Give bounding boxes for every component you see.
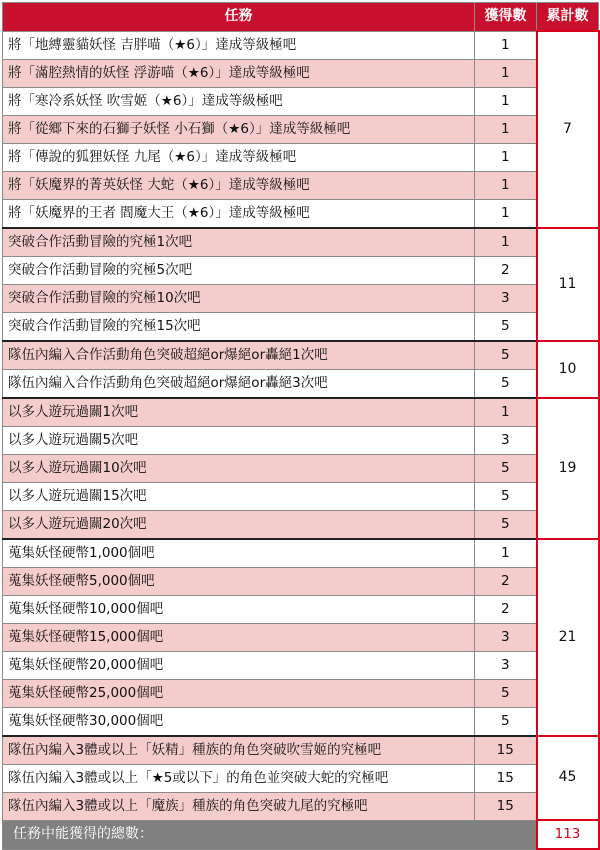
mission-points: 5 — [475, 454, 537, 482]
group-cumulative: 10 — [537, 341, 599, 398]
mission-points: 1 — [475, 87, 537, 115]
header-task: 任務 — [3, 3, 475, 32]
table-row — [3, 171, 599, 199]
mission-points: 1 — [475, 171, 537, 199]
table-row — [3, 426, 599, 454]
missions-table — [2, 2, 600, 850]
mission-task: 將「傳說的狐狸妖怪 九尾（★6）」達成等級極吧 — [3, 143, 475, 171]
mission-task: 將「從鄉下來的石獅子妖怪 小石獅（★6）」達成等級極吧 — [3, 115, 475, 143]
header-row — [3, 3, 599, 32]
mission-task: 蒐集妖怪硬幣10,000個吧 — [3, 595, 475, 623]
table-row — [3, 398, 599, 427]
table-row — [3, 284, 599, 312]
table-row — [3, 115, 599, 143]
mission-points: 5 — [475, 707, 537, 736]
total-row — [3, 820, 599, 849]
mission-task: 將「寒冷系妖怪 吹雪姬（★6）」達成等級極吧 — [3, 87, 475, 115]
mission-task: 隊伍內編入3體或以上「★5或以下」的角色並突破大蛇的究極吧 — [3, 764, 475, 792]
mission-task: 隊伍內編入合作活動角色突破超絕or爆絕or轟絕1次吧 — [3, 341, 475, 370]
mission-points: 1 — [475, 539, 537, 568]
mission-task: 突破合作活動冒險的究極10次吧 — [3, 284, 475, 312]
mission-points: 1 — [475, 31, 537, 59]
table-row — [3, 567, 599, 595]
mission-points: 2 — [475, 256, 537, 284]
mission-task: 以多人遊玩過關5次吧 — [3, 426, 475, 454]
mission-task: 蒐集妖怪硬幣25,000個吧 — [3, 679, 475, 707]
mission-points: 15 — [475, 792, 537, 820]
table-row — [3, 707, 599, 736]
mission-points: 5 — [475, 312, 537, 341]
table-row — [3, 651, 599, 679]
mission-task: 蒐集妖怪硬幣20,000個吧 — [3, 651, 475, 679]
table-row — [3, 454, 599, 482]
mission-points: 2 — [475, 595, 537, 623]
table-row — [3, 482, 599, 510]
total-label: 任務中能獲得的總數： — [3, 820, 537, 849]
group-cumulative: 19 — [537, 398, 599, 539]
table-row — [3, 312, 599, 341]
mission-task: 隊伍內編入合作活動角色突破超絕or爆絕or轟絕3次吧 — [3, 369, 475, 398]
table-row — [3, 369, 599, 398]
table-row — [3, 228, 599, 257]
mission-points: 3 — [475, 651, 537, 679]
table-row — [3, 87, 599, 115]
mission-task: 蒐集妖怪硬幣30,000個吧 — [3, 707, 475, 736]
missions-body — [3, 31, 599, 849]
mission-points: 5 — [475, 679, 537, 707]
mission-task: 隊伍內編入3體或以上「魔族」種族的角色突破九尾的究極吧 — [3, 792, 475, 820]
mission-task: 突破合作活動冒險的究極15次吧 — [3, 312, 475, 341]
mission-task: 隊伍內編入3體或以上「妖精」種族的角色突破吹雪姬的究極吧 — [3, 736, 475, 765]
table-row — [3, 199, 599, 228]
mission-points: 3 — [475, 623, 537, 651]
mission-points: 1 — [475, 228, 537, 257]
table-row — [3, 679, 599, 707]
mission-points: 1 — [475, 59, 537, 87]
table-row — [3, 792, 599, 820]
mission-task: 將「滿腔熱情的妖怪 浮游喵（★6）」達成等級極吧 — [3, 59, 475, 87]
table-row — [3, 764, 599, 792]
group-cumulative: 7 — [537, 31, 599, 228]
mission-points: 1 — [475, 398, 537, 427]
mission-points: 1 — [475, 115, 537, 143]
mission-task: 以多人遊玩過關1次吧 — [3, 398, 475, 427]
table-row — [3, 595, 599, 623]
header-cumulative: 累計數 — [537, 3, 599, 32]
total-value: 113 — [537, 820, 599, 849]
group-cumulative: 11 — [537, 228, 599, 341]
mission-points: 5 — [475, 341, 537, 370]
table-row — [3, 510, 599, 539]
mission-points: 5 — [475, 482, 537, 510]
mission-task: 蒐集妖怪硬幣15,000個吧 — [3, 623, 475, 651]
mission-task: 突破合作活動冒險的究極5次吧 — [3, 256, 475, 284]
group-cumulative: 45 — [537, 736, 599, 821]
table-row — [3, 736, 599, 765]
table-row — [3, 341, 599, 370]
table-row — [3, 256, 599, 284]
mission-points: 3 — [475, 284, 537, 312]
mission-points: 2 — [475, 567, 537, 595]
mission-points: 1 — [475, 143, 537, 171]
mission-task: 以多人遊玩過關10次吧 — [3, 454, 475, 482]
mission-points: 1 — [475, 199, 537, 228]
mission-points: 15 — [475, 764, 537, 792]
header-points: 獲得數 — [475, 3, 537, 32]
mission-task: 以多人遊玩過關15次吧 — [3, 482, 475, 510]
mission-points: 5 — [475, 510, 537, 539]
table-row — [3, 539, 599, 568]
mission-task: 蒐集妖怪硬幣5,000個吧 — [3, 567, 475, 595]
table-row — [3, 59, 599, 87]
group-cumulative: 21 — [537, 539, 599, 736]
mission-task: 將「地縛靈貓妖怪 吉胖喵（★6）」達成等級極吧 — [3, 31, 475, 59]
table-row — [3, 31, 599, 59]
mission-task: 以多人遊玩過關20次吧 — [3, 510, 475, 539]
mission-points: 3 — [475, 426, 537, 454]
mission-task: 蒐集妖怪硬幣1,000個吧 — [3, 539, 475, 568]
table-row — [3, 143, 599, 171]
mission-points: 15 — [475, 736, 537, 765]
mission-task: 突破合作活動冒險的究極1次吧 — [3, 228, 475, 257]
mission-points: 5 — [475, 369, 537, 398]
mission-task: 將「妖魔界的菁英妖怪 大蛇（★6）」達成等級極吧 — [3, 171, 475, 199]
mission-task: 將「妖魔界的王者 閻魔大王（★6）」達成等級極吧 — [3, 199, 475, 228]
table-row — [3, 623, 599, 651]
